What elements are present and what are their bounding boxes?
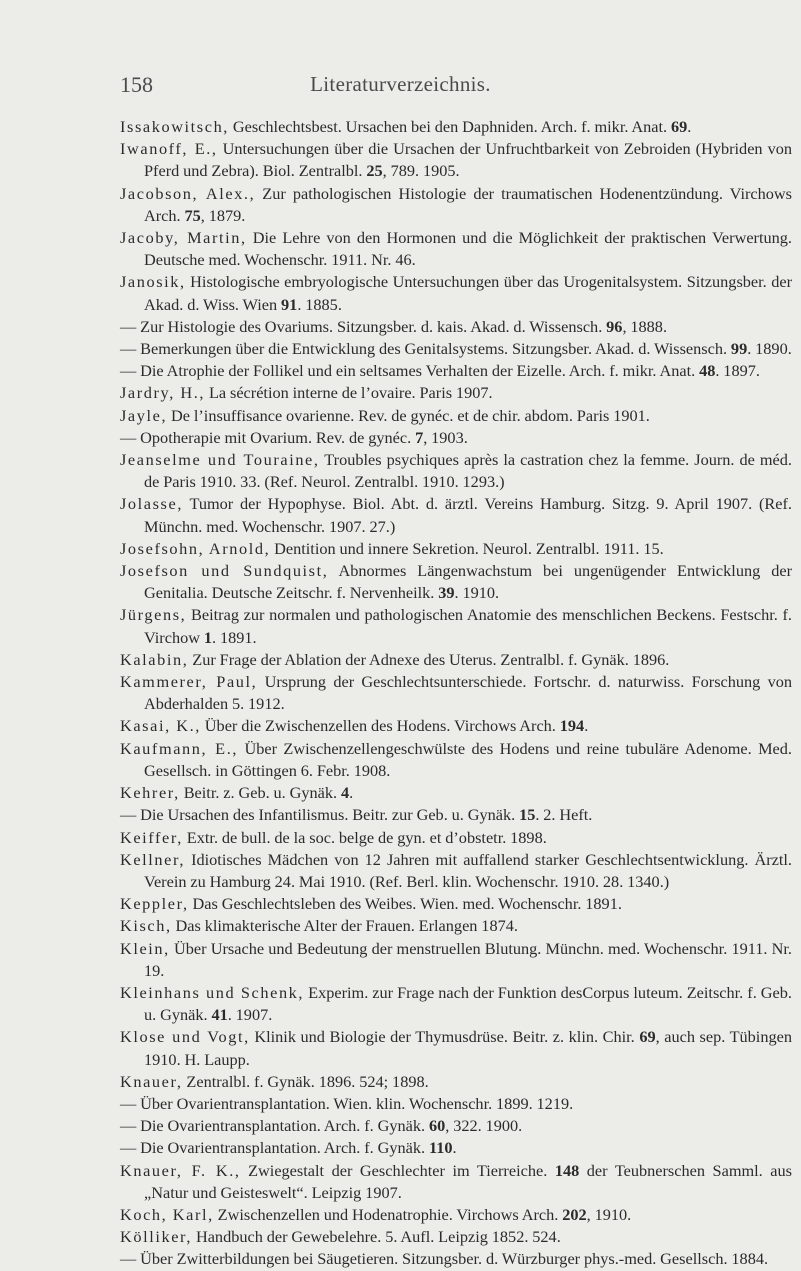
reference-entry xyxy=(120,671,792,715)
reference-author: Klein, xyxy=(120,938,170,958)
reference-text: — Über Zwitterbildungen bei Säugetieren. Sitzungsber. d. Würzburger phys.-med. Gesellsch. 1884. xyxy=(120,1249,769,1269)
reference-tail: . 1885. xyxy=(297,294,342,314)
reference-entry xyxy=(120,493,792,537)
reference-tail: , 789. 1905. xyxy=(382,161,460,181)
reference-entry xyxy=(120,427,792,449)
reference-volume: 7 xyxy=(415,427,424,447)
reference-entry xyxy=(120,938,792,982)
reference-tail: , 1888. xyxy=(622,316,668,336)
reference-entry xyxy=(120,338,792,360)
reference-author: Kasai, K., xyxy=(120,716,201,736)
reference-tail: . 1891. xyxy=(212,627,257,647)
reference-volume: 4 xyxy=(340,783,350,803)
reference-tail: . xyxy=(687,117,692,136)
reference-tail: . 1910. xyxy=(454,583,500,603)
reference-entry xyxy=(120,271,792,315)
reference-author: Kaufmann, E., xyxy=(120,738,239,758)
reference-author: Kleinhans und Schenk, xyxy=(120,982,305,1002)
reference-entry xyxy=(120,715,792,737)
reference-author: Klose und Vogt, xyxy=(120,1027,250,1047)
reference-tail: . xyxy=(349,783,354,803)
page-number: 158 xyxy=(120,72,153,97)
reference-entry xyxy=(120,782,792,804)
reference-author: Jayle, xyxy=(120,405,168,425)
reference-author: Janosik, xyxy=(120,272,186,292)
reference-author: Jürgens, xyxy=(120,605,187,625)
reference-text: Experim. zur Frage nach der Funktion desCorpus luteum. Zeitschr. f. Geb. u. Gynäk. xyxy=(144,982,792,1025)
reference-text: Geschlechtsbest. Ursachen bei den Daphniden. Arch. f. mikr. Anat. xyxy=(228,117,671,136)
reference-author: Jolasse, xyxy=(120,494,183,514)
reference-entry xyxy=(120,560,792,604)
reference-text: — Bemerkungen über die Entwicklung des Genitalsystems. Sitzungsber. Akad. d. Wissensch. xyxy=(120,339,731,359)
reference-author: Josefson und Sundquist, xyxy=(120,561,329,581)
running-title: Literaturverzeichnis. xyxy=(310,72,491,96)
reference-text: — Opotherapie mit Ovarium. Rev. de gynéc. xyxy=(120,427,416,447)
reference-volume: 48 xyxy=(699,361,716,381)
reference-text: Zwischenzellen und Hodenatrophie. Virchows Arch. xyxy=(213,1204,563,1224)
reference-author: Jacobson, Alex., xyxy=(120,183,256,203)
reference-entry xyxy=(120,538,792,560)
reference-author: Kammerer, Paul, xyxy=(120,672,258,692)
reference-text: — Die Atrophie der Follikel und ein seltsames Verhalten der Eizelle. Arch. f. mikr. Anat. xyxy=(120,361,700,381)
reference-text: Troubles psychiques après la castration chez la femme. Journ. de méd. de Paris 1910. 33. (Ref. Neurol. Zentralbl. 1910. 1293.) xyxy=(144,450,792,492)
reference-text: Über Zwischenzellengeschwülste des Hodens und reine tubuläre Adenome. Med. Gesellsch. in Göttingen 6. Febr. 1908. xyxy=(144,738,792,780)
reference-volume: 41 xyxy=(211,1005,228,1025)
reference-tail: . xyxy=(584,716,589,736)
reference-entry xyxy=(120,649,792,671)
reference-volume: 75 xyxy=(184,205,201,225)
reference-author: Kalabin, xyxy=(120,649,189,669)
reference-text: Klinik und Biologie der Thymusdrüse. Beitr. z. klin. Chir. xyxy=(249,1027,640,1047)
reference-entry xyxy=(120,360,792,382)
reference-entry xyxy=(120,915,792,937)
reference-author: Jeanselme und Touraine, xyxy=(120,450,320,470)
reference-volume: 25 xyxy=(366,161,383,181)
reference-author: Keiffer, xyxy=(120,827,183,847)
reference-text: Über Ursache und Bedeutung der menstruellen Blutung. Münchn. med. Wochenschr. 1911. Nr. 19. xyxy=(144,938,792,980)
reference-tail: , auch sep. Tübingen 1910. H. Laupp. xyxy=(144,1027,792,1069)
reference-entry xyxy=(120,1137,792,1159)
reference-tail: , 322. 1900. xyxy=(445,1116,523,1136)
reference-volume: 60 xyxy=(428,1116,446,1136)
reference-volume: 148 xyxy=(554,1160,580,1180)
reference-text: Zwiegestalt der Geschlechter im Tierreiche. xyxy=(240,1160,555,1180)
reference-text: — Über Ovarientransplantation. Wien. klin. Wochenschr. 1899. 1219. xyxy=(120,1093,574,1113)
reference-tail: . 1897. xyxy=(715,361,760,381)
reference-author: Josefsohn, Arnold, xyxy=(120,538,271,558)
reference-tail: . xyxy=(452,1138,457,1158)
reference-entry xyxy=(120,1026,792,1070)
page-header xyxy=(0,72,801,102)
reference-volume: 69 xyxy=(670,117,688,136)
reference-entry xyxy=(120,738,792,782)
reference-text: Das Geschlechtsleben des Weibes. Wien. med. Wochenschr. 1891. xyxy=(188,894,622,914)
reference-tail: . 1890. xyxy=(747,339,792,359)
reference-text: Beitr. z. Geb. u. Gynäk. xyxy=(179,783,341,803)
reference-text: Das klimakterische Alter der Frauen. Erlangen 1874. xyxy=(171,916,518,936)
reference-entry xyxy=(120,138,792,182)
reference-tail: , 1910. xyxy=(586,1204,632,1224)
reference-entry xyxy=(120,1115,792,1137)
reference-author: Kisch, xyxy=(120,916,172,936)
reference-text: Zentralbl. f. Gynäk. 1896. 524; 1898. xyxy=(182,1071,429,1091)
reference-volume: 194 xyxy=(559,716,585,736)
reference-author: Kellner, xyxy=(120,849,186,869)
reference-entry xyxy=(120,827,792,849)
reference-entry xyxy=(120,1226,792,1248)
reference-volume: 96 xyxy=(606,316,623,336)
reference-volume: 69 xyxy=(639,1027,656,1047)
reference-volume: 99 xyxy=(730,339,748,359)
reference-author: Iwanoff, E., xyxy=(120,139,218,159)
reference-tail: . 1907. xyxy=(227,1005,273,1025)
reference-text: Zur pathologischen Histologie der traumatischen Hodenentzündung. Virchows Arch. xyxy=(144,183,792,225)
reference-list xyxy=(120,116,792,1271)
reference-text: Abnormes Längenwachstum bei ungenügender Entwicklung der Genitalia. Deutsche Zeitschr. f. Nervenheilk. xyxy=(144,561,792,603)
reference-author: Kehrer, xyxy=(120,783,180,803)
reference-tail: , 1879. xyxy=(200,205,246,225)
reference-text: — Zur Histologie des Ovariums. Sitzungsber. d. kais. Akad. d. Wissensch. xyxy=(120,316,607,336)
reference-entry xyxy=(120,604,792,648)
reference-entry xyxy=(120,1204,792,1226)
reference-text: La sécrétion interne de l’ovaire. Paris 1907. xyxy=(205,383,493,403)
reference-entry xyxy=(120,183,792,227)
reference-text: Über die Zwischenzellen des Hodens. Virchows Arch. xyxy=(200,716,560,736)
reference-text: Histologische embryologische Untersuchungen über das Urogenitalsystem. Sitzungsber. der Akad. d. Wiss. Wien xyxy=(144,272,792,314)
reference-author: Knauer, xyxy=(120,1071,183,1091)
reference-entry xyxy=(120,316,792,338)
reference-text: Zur Frage der Ablation der Adnexe des Uterus. Zentralbl. f. Gynäk. 1896. xyxy=(188,649,670,669)
reference-tail: . 2. Heft. xyxy=(535,805,593,825)
reference-text: Die Lehre von den Hormonen und die Möglichkeit der praktischen Verwertung. Deutsche med. Wochenschr. 1911. Nr. 46. xyxy=(144,228,792,270)
reference-author: Kölliker, xyxy=(120,1227,193,1247)
reference-entry xyxy=(120,116,792,138)
reference-volume: 15 xyxy=(519,805,536,825)
reference-text: Dentition und innere Sekretion. Neurol. Zentralbl. 1911. 15. xyxy=(270,538,664,558)
reference-text: — Die Ovarientransplantation. Arch. f. Gynäk. xyxy=(120,1138,429,1158)
reference-entry xyxy=(120,804,792,826)
reference-entry xyxy=(120,382,792,404)
reference-volume: 1 xyxy=(203,627,213,647)
reference-text: Untersuchungen über die Ursachen der Unfruchtbarkeit von Zebroiden (Hybriden von Pferd und Zebra). Biol. Zentralbl. xyxy=(144,139,792,181)
reference-entry xyxy=(120,893,792,915)
reference-text: — Die Ovarientransplantation. Arch. f. Gynäk. xyxy=(120,1116,429,1136)
reference-text: Tumor der Hypophyse. Biol. Abt. d. ärztl. Vereins Hamburg. Sitzg. 9. April 1907. (Ref. Münchn. med. Wochenschr. 1907. 27.) xyxy=(144,494,792,536)
reference-entry xyxy=(120,227,792,271)
reference-author: Keppler, xyxy=(120,894,189,914)
reference-author: Jardry, H., xyxy=(120,383,206,403)
reference-entry xyxy=(120,1093,792,1115)
reference-text: Beitrag zur normalen und pathologischen Anatomie des menschlichen Beckens. Festschr. f. Virchow xyxy=(144,605,792,647)
reference-volume: 110 xyxy=(428,1138,453,1158)
reference-tail: der Teubnerschen Samml. aus „Natur und Geisteswelt“. Leipzig 1907. xyxy=(144,1160,792,1202)
reference-volume: 91 xyxy=(281,294,298,314)
reference-entry xyxy=(120,849,792,893)
reference-volume: 39 xyxy=(438,583,455,603)
reference-entry xyxy=(120,405,792,427)
reference-tail: , 1903. xyxy=(423,427,468,447)
reference-entry xyxy=(120,1160,792,1204)
reference-text: De l’insuffisance ovarienne. Rev. de gynéc. et de chir. abdom. Paris 1901. xyxy=(167,405,650,425)
reference-text: Idiotisches Mädchen von 12 Jahren mit auffallend starker Geschlechtsentwicklung. Ärztl. Verein zu Hamburg 24. Mai 1910. (Ref. Berl. klin. Wochenschr. 1910. 28. 1340.) xyxy=(144,849,792,891)
reference-entry xyxy=(120,1248,792,1270)
reference-author: Issakowitsch, xyxy=(120,117,229,136)
reference-text: Handbuch der Gewebelehre. 5. Aufl. Leipzig 1852. 524. xyxy=(192,1227,561,1247)
reference-volume: 202 xyxy=(562,1204,587,1224)
reference-entry xyxy=(120,1071,792,1093)
reference-text: Extr. de bull. de la soc. belge de gyn. et d’obstetr. 1898. xyxy=(182,827,547,847)
reference-author: Jacoby, Martin, xyxy=(120,228,247,248)
reference-text: — Die Ursachen des Infantilismus. Beitr. zur Geb. u. Gynäk. xyxy=(120,805,520,825)
reference-entry xyxy=(120,982,792,1026)
reference-author: Knauer, F. K., xyxy=(120,1160,241,1180)
reference-entry xyxy=(120,449,792,493)
reference-text: Ursprung der Geschlechtsunterschiede. Fortschr. d. naturwiss. Forschung von Abderhalden 5. 1912. xyxy=(144,672,792,714)
reference-author: Koch, Karl, xyxy=(120,1204,214,1224)
